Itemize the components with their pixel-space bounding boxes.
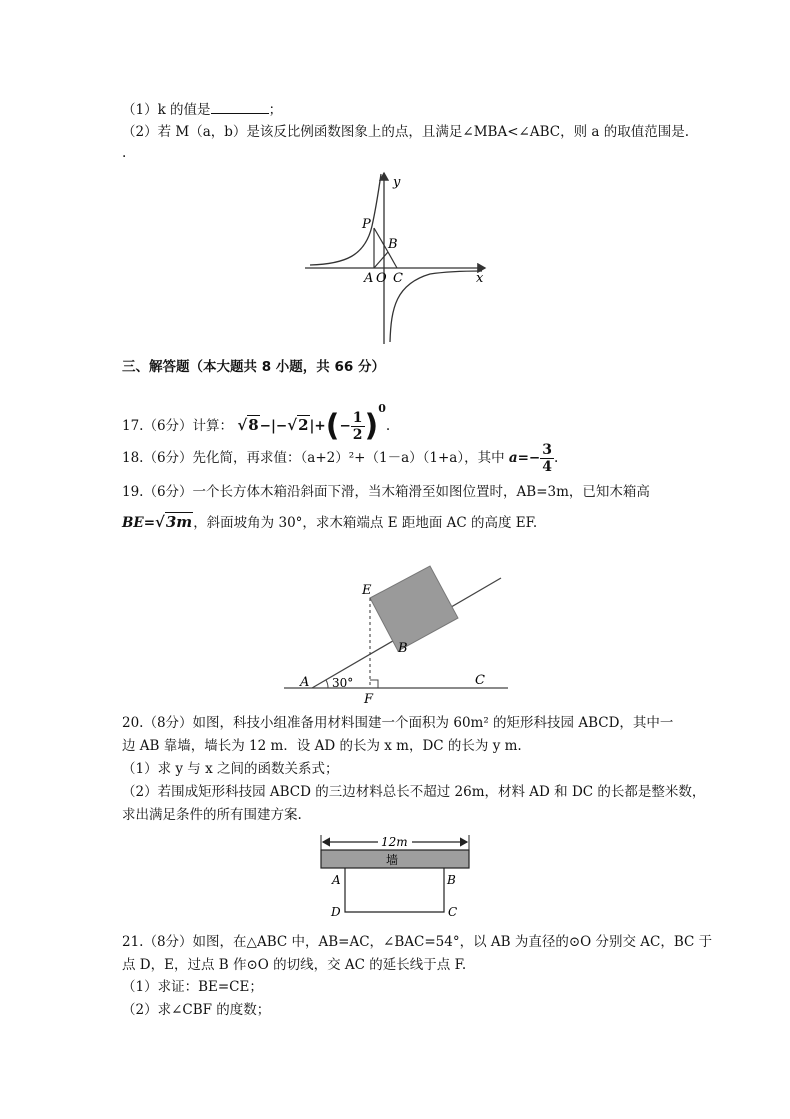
q20-line4: （2）若围成矩形科技园 ABCD 的三边材料总长不超过 26m，材料 AD 和 DC 的长都是整米数， — [122, 784, 706, 800]
section-heading: 三、解答题（本大题共 8 小题，共 66 分） — [122, 359, 385, 375]
q16-part2-cont: . — [122, 145, 127, 161]
q16-part1-text: （1）k 的值是 — [122, 102, 211, 118]
q17: 17.（6分）计算： √8−|−√2|+(− $\frac{1}{2}$ )$^0$. — [122, 402, 391, 444]
exponent: 0 — [378, 402, 386, 415]
q18-end: . — [554, 450, 559, 466]
label-A: A — [364, 271, 374, 286]
label-y: y — [393, 175, 401, 190]
q16-part2: （2）若 M（a，b）是该反比例函数图象上的点，且满足∠MBA<∠ABC，则 a 的取值范围是. — [122, 124, 689, 140]
label-angle: 30° — [332, 676, 354, 690]
q20-line3: （1）求 y 与 x 之间的函数关系式； — [122, 761, 339, 777]
sqrt-2: √2 — [287, 416, 309, 434]
label-B: B — [388, 237, 398, 252]
q21-line4: （2）求∠CBF 的度数； — [122, 1002, 271, 1018]
q16-part1-end: ； — [268, 102, 283, 118]
q19-be: BE — [122, 515, 144, 531]
sqrt-8: √8 — [237, 416, 259, 434]
label-D: D — [331, 905, 341, 919]
slope-box-figure — [282, 560, 512, 705]
hyperbola-branch-right — [390, 271, 482, 342]
label-P: P — [362, 217, 371, 232]
q17-end: . — [385, 418, 391, 434]
label-C: C — [393, 271, 403, 286]
q18-eq: =− — [517, 450, 541, 466]
q20-line2: 边 AB 靠墙，墙长为 12 m．设 AD 的长为 x m，DC 的长为 y m. — [122, 738, 522, 754]
wall-rectangle-figure — [316, 832, 476, 922]
segment-PB — [374, 228, 388, 252]
q21-line1: 21.（8分）如图，在△ABC 中，AB=AC，∠BAC=54°，以 AB 为直径的⊙O 分别交 AC，BC 于 — [122, 934, 713, 950]
label-E: E — [362, 583, 372, 598]
label-B: B — [447, 873, 456, 887]
label-A: A — [300, 675, 310, 690]
fraction-three-quarters: $\frac{3}{4}$ — [542, 442, 552, 475]
q21-line3: （1）求证：BE=CE； — [122, 979, 263, 995]
segment-AB — [374, 252, 388, 268]
q19-line1: 19.（6分）一个长方体木箱沿斜面下滑，当木箱滑至如图位置时，AB=3m，已知木箱高 — [122, 484, 650, 500]
q18 — [122, 440, 558, 476]
hyperbola-graph — [300, 168, 495, 348]
label-O: O — [376, 271, 387, 286]
right-angle-mark — [370, 680, 378, 688]
segment-BC — [388, 252, 397, 268]
q20-line5: 求出满足条件的所有围建方案. — [122, 807, 302, 823]
q20-line1: 20.（8分）如图，科技小组准备用材料围建一个面积为 60m² 的矩形科技园 ABCD，其中一 — [122, 715, 674, 731]
sqrt-3: √3m — [155, 513, 193, 531]
label-length: 12m — [381, 835, 408, 849]
q17-prefix: 17.（6分）计算： — [122, 418, 234, 434]
label-B: B — [398, 641, 408, 656]
label-x: x — [476, 271, 484, 286]
q18-prefix: 18.（6分）先化简，再求值：（a+2）²+（1－a）（1+a），其中 — [122, 450, 505, 466]
label-F: F — [364, 692, 374, 705]
q21-line2: 点 D，E，过点 B 作⊙O 的切线，交 AC 的延长线于点 F. — [122, 957, 467, 973]
answer-blank — [211, 99, 269, 114]
label-C: C — [448, 905, 458, 919]
q19-line2: BE=√3m，斜面坡角为 30°，求木箱端点 E 距地面 AC 的高度 EF. — [122, 513, 538, 531]
label-A: A — [332, 873, 341, 887]
rectangle-ADCB — [345, 868, 444, 912]
fraction-half: $\frac{1}{2}$ — [352, 410, 363, 443]
label-C: C — [475, 673, 485, 688]
box — [370, 566, 458, 651]
q16-part1 — [122, 99, 282, 120]
label-wall: 墙 — [386, 853, 399, 867]
q19-line2-rest: ，斜面坡角为 30°，求木箱端点 E 距地面 AC 的高度 EF. — [193, 515, 538, 531]
q18-var: a — [508, 450, 518, 466]
angle-arc — [326, 680, 328, 688]
